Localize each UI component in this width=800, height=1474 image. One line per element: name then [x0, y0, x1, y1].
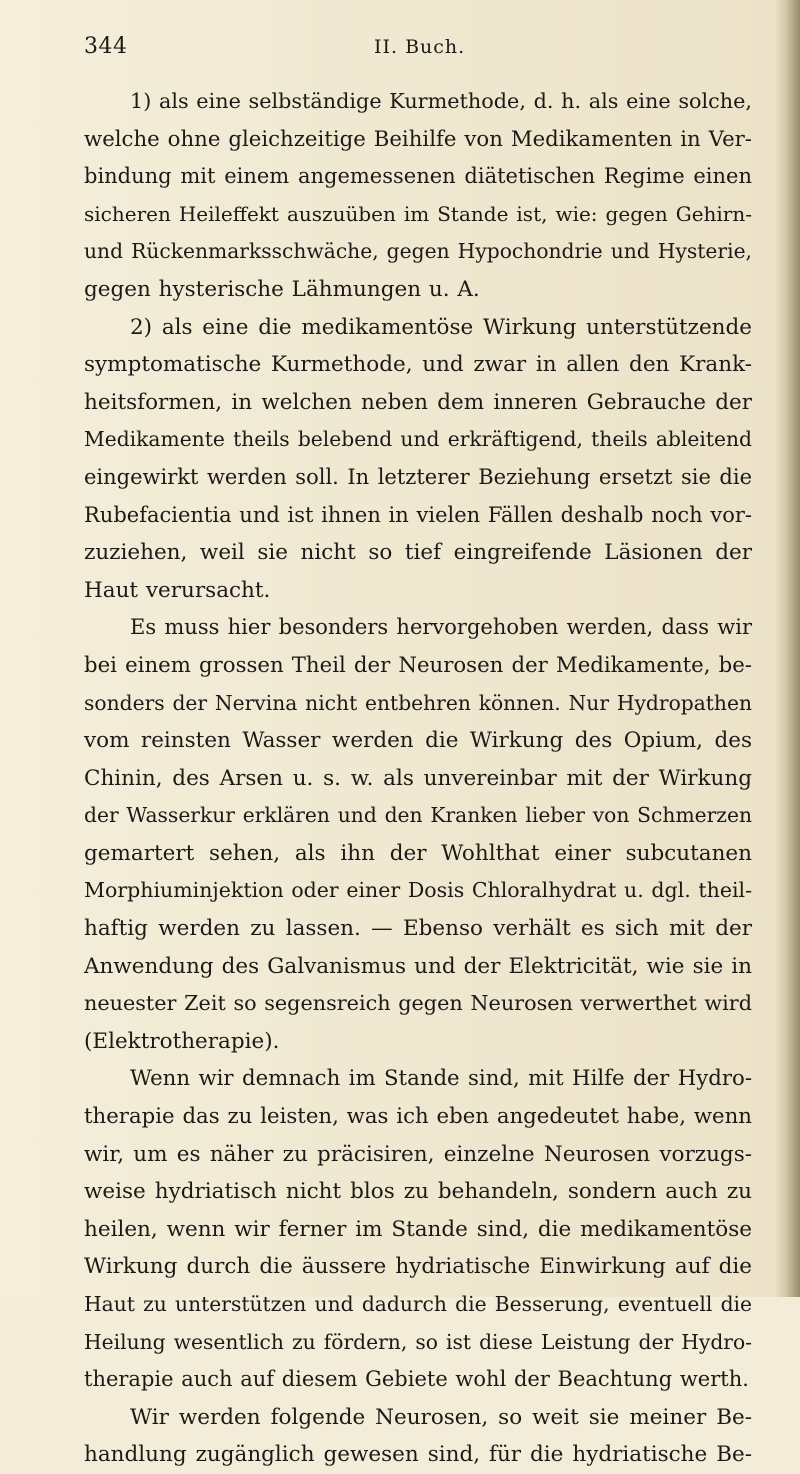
text-line: sicheren Heileffekt auszuüben im Stande ist, wie: gegen Gehirn- — [84, 201, 752, 226]
text-line: symptomatische Kurmethode, und zwar in allen den Krank- — [84, 352, 752, 378]
text-line: therapie auch auf diesem Gebiete wohl der Beachtung werth. — [84, 1367, 749, 1392]
text-line: Wir werden folgende Neurosen, so weit sie meiner Be- — [130, 1404, 752, 1430]
running-title: II. Buch. — [374, 36, 466, 58]
text-line: 2) als eine die medikamentöse Wirkung unterstützende — [130, 314, 752, 340]
text-line: (Elektrotherapie). — [84, 1028, 280, 1054]
text-line: Wirkung durch die äussere hydriatische Einwirkung auf die — [84, 1254, 752, 1280]
page-header — [84, 30, 744, 64]
text-line: gegen hysterische Lähmungen u. A. — [84, 276, 480, 302]
text-line: neuester Zeit so segensreich gegen Neurosen verwerthet wird — [84, 991, 752, 1016]
text-line: Heilung wesentlich zu fördern, so ist diese Leistung der Hydro- — [84, 1329, 752, 1354]
text-line: handlung zugänglich gewesen sind, für die hydriatische Be- — [84, 1442, 752, 1468]
page-number: 344 — [84, 34, 128, 59]
text-line: therapie das zu leisten, was ich eben angedeutet habe, wenn — [84, 1104, 752, 1130]
text-line: heilen, wenn wir ferner im Stande sind, die medikamentöse — [84, 1216, 752, 1242]
body-text — [84, 83, 752, 1474]
text-line: sonders der Nervina nicht entbehren können. Nur Hydropathen — [84, 690, 752, 715]
text-line: Es muss hier besonders hervorgehoben werden, dass wir — [130, 615, 752, 640]
text-line: heitsformen, in welchen neben dem inneren Gebrauche der — [84, 389, 752, 415]
text-line: eingewirkt werden soll. In letzterer Beziehung ersetzt sie die — [84, 464, 752, 489]
text-line: bindung mit einem angemessenen diätetischen Regime einen — [84, 164, 752, 189]
text-line: Wenn wir demnach im Stande sind, mit Hilfe der Hydro- — [130, 1066, 752, 1092]
text-line: bei einem grossen Theil der Neurosen der Medikamente, be- — [84, 652, 752, 678]
text-line: gemartert sehen, als ihn der Wohlthat einer subcutanen — [84, 840, 752, 866]
text-line: vom reinsten Wasser werden die Wirkung des Opium, des — [84, 728, 752, 754]
text-line: Haut verursacht. — [84, 577, 271, 603]
text-line: wir, um es näher zu präcisiren, einzelne Neurosen vorzugs- — [84, 1141, 752, 1167]
text-line: Anwendung des Galvanismus und der Elektricität, wie sie in — [84, 953, 752, 979]
text-line: Chinin, des Arsen u. s. w. als unvereinbar mit der Wirkung — [84, 765, 752, 791]
text-line: Morphiuminjektion oder einer Dosis Chloralhydrat u. dgl. theil- — [84, 878, 752, 903]
page-edge-shadow — [774, 0, 800, 1297]
text-line: Haut zu unterstützen und dadurch die Besserung, eventuell die — [84, 1292, 752, 1316]
text-line: 1) als eine selbständige Kurmethode, d. h. als eine solche, — [130, 89, 752, 113]
text-line: der Wasserkur erklären und den Kranken lieber von Schmerzen — [84, 803, 752, 828]
text-line: Rubefacientia und ist ihnen in vielen Fällen deshalb noch vor- — [84, 502, 752, 527]
text-line: haftig werden zu lassen. — Ebenso verhält es sich mit der — [84, 916, 752, 942]
text-line: und Rückenmarksschwäche, gegen Hypochondrie und Hysterie, — [84, 239, 752, 264]
text-line: zuziehen, weil sie nicht so tief eingreifende Läsionen der — [84, 540, 752, 566]
text-line: Medikamente theils belebend und erkräftigend, theils ableitend — [84, 427, 752, 452]
text-line: welche ohne gleichzeitige Beihilfe von Medikamenten in Ver- — [84, 126, 752, 152]
text-line: weise hydriatisch nicht blos zu behandeln, sondern auch zu — [84, 1179, 752, 1205]
